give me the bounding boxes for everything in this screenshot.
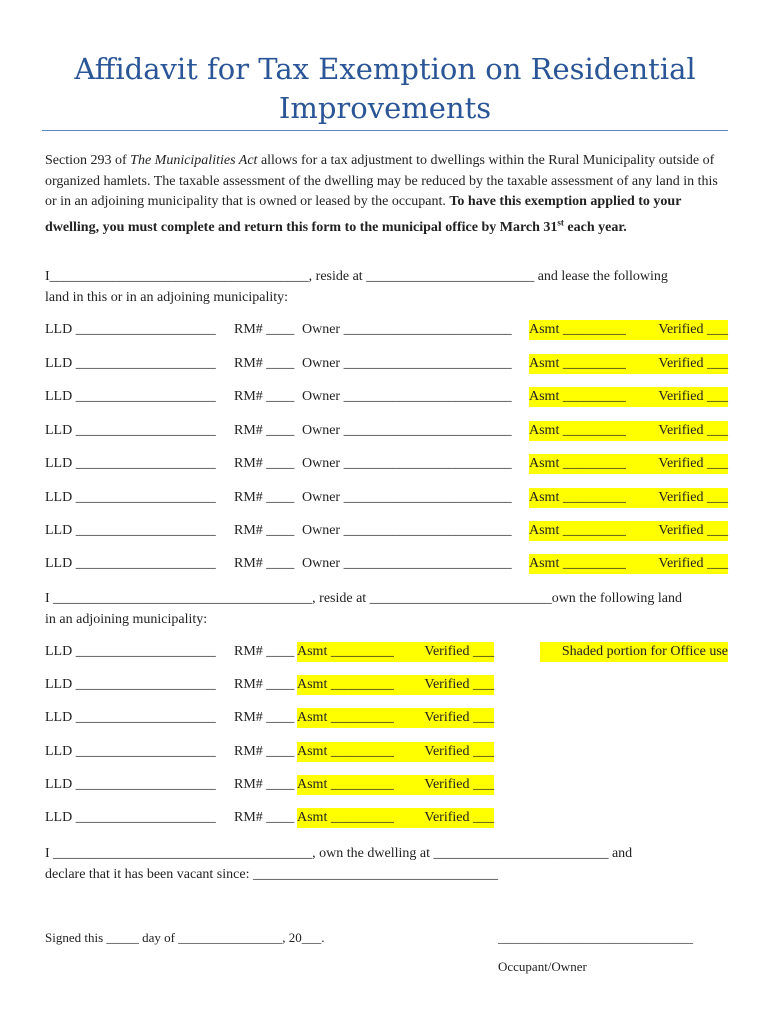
lease-declaration xyxy=(45,266,728,308)
leased-land-row xyxy=(45,354,728,374)
rm-field[interactable]: RM# ____ xyxy=(234,556,295,571)
rm-field[interactable]: RM# ____ xyxy=(234,644,295,659)
rm-field[interactable]: RM# ____ xyxy=(234,322,295,337)
verified-field[interactable]: Verified ___ xyxy=(413,675,494,695)
verified-field[interactable]: Verified ___ xyxy=(413,775,494,795)
lease-declaration-line2: land in this or in an adjoining municipality: xyxy=(45,290,289,305)
vacant-declaration xyxy=(45,843,728,885)
verified-field[interactable]: Verified ___ xyxy=(645,554,728,574)
asmt-field[interactable]: Asmt _________ xyxy=(529,387,645,407)
owner-field[interactable]: Owner ________________________ xyxy=(302,322,512,337)
verified-field[interactable]: Verified ___ xyxy=(645,320,728,340)
asmt-field[interactable]: Asmt _________ xyxy=(529,521,645,541)
lld-field[interactable]: LLD ____________________ xyxy=(45,556,216,571)
leased-land-row xyxy=(45,488,728,508)
signed-date-line[interactable]: Signed this _____ day of ________________, 20___. xyxy=(45,930,325,945)
asmt-field[interactable]: Asmt _________ xyxy=(529,554,645,574)
rm-field[interactable]: RM# ____ xyxy=(234,490,295,505)
verified-field[interactable]: Verified ___ xyxy=(645,488,728,508)
vacant-declaration-line1[interactable]: I _____________________________________, own the dwelling at _________________________ and xyxy=(45,846,633,861)
lld-field[interactable]: LLD ____________________ xyxy=(45,644,216,659)
leased-land-row xyxy=(45,554,728,574)
verified-field[interactable]: Verified ___ xyxy=(645,354,728,374)
verified-field[interactable]: Verified ___ xyxy=(413,708,494,728)
own-declaration-line2: in an adjoining municipality: xyxy=(45,612,208,627)
rm-field[interactable]: RM# ____ xyxy=(234,523,295,538)
leased-land-row xyxy=(45,387,728,407)
asmt-field[interactable]: Asmt _________ xyxy=(297,775,413,795)
own-declaration xyxy=(45,588,728,630)
rm-field[interactable]: RM# ____ xyxy=(234,810,295,825)
page-title: Affidavit for Tax Exemption on Residential Improvements xyxy=(74,52,696,125)
signature-line[interactable]: ______________________________ xyxy=(498,930,693,945)
verified-field[interactable]: Verified ___ xyxy=(645,421,728,441)
lld-field[interactable]: LLD ____________________ xyxy=(45,710,216,725)
asmt-field[interactable]: Asmt _________ xyxy=(297,742,413,762)
leased-land-row xyxy=(45,521,728,541)
rm-field[interactable]: RM# ____ xyxy=(234,777,295,792)
lld-field[interactable]: LLD ____________________ xyxy=(45,777,216,792)
lld-field[interactable]: LLD ____________________ xyxy=(45,423,216,438)
signature-label: Occupant/Owner xyxy=(498,959,587,974)
owned-land-row xyxy=(45,808,728,828)
asmt-field[interactable]: Asmt _________ xyxy=(529,421,645,441)
asmt-field[interactable]: Asmt _________ xyxy=(529,488,645,508)
intro-paragraph: Section 293 of The Municipalities Act allows for a tax adjustment to dwellings within the Rural Municipality outside of organized hamlets. The taxable assessment of the dwelling may be reduced by the taxable assessment of any land in this or in an adjoining municipality that is owned or leased by the occupant. To have this exemption applied to your dwelling, you must complete and return this form to the municipal office by March 31st each year. xyxy=(45,153,718,236)
owner-field[interactable]: Owner ________________________ xyxy=(302,556,512,571)
asmt-field[interactable]: Asmt _________ xyxy=(297,675,413,695)
title-divider xyxy=(42,130,728,131)
owner-field[interactable]: Owner ________________________ xyxy=(302,523,512,538)
rm-field[interactable]: RM# ____ xyxy=(234,677,295,692)
owned-land-row xyxy=(45,742,728,762)
verified-field[interactable]: Verified ___ xyxy=(413,808,494,828)
vacant-declaration-line2[interactable]: declare that it has been vacant since: ___________________________________ xyxy=(45,867,498,882)
own-declaration-line1[interactable]: I _____________________________________, reside at __________________________own the following land xyxy=(45,591,682,606)
deadline-notice: To have this exemption applied to your dwelling, you must complete and return this form to the municipal office by March 31st each year. xyxy=(45,194,682,236)
lld-field[interactable]: LLD ____________________ xyxy=(45,810,216,825)
lld-field[interactable]: LLD ____________________ xyxy=(45,744,216,759)
rm-field[interactable]: RM# ____ xyxy=(234,744,295,759)
lld-field[interactable]: LLD ____________________ xyxy=(45,389,216,404)
asmt-field[interactable]: Asmt _________ xyxy=(529,454,645,474)
owner-field[interactable]: Owner ________________________ xyxy=(302,389,512,404)
asmt-field[interactable]: Asmt _________ xyxy=(529,320,645,340)
lld-field[interactable]: LLD ____________________ xyxy=(45,490,216,505)
owned-land-row xyxy=(45,675,728,695)
rm-field[interactable]: RM# ____ xyxy=(234,456,295,471)
verified-field[interactable]: Verified ___ xyxy=(645,454,728,474)
lld-field[interactable]: LLD ____________________ xyxy=(45,677,216,692)
lld-field[interactable]: LLD ____________________ xyxy=(45,456,216,471)
asmt-field[interactable]: Asmt _________ xyxy=(297,708,413,728)
rm-field[interactable]: RM# ____ xyxy=(234,423,295,438)
lld-field[interactable]: LLD ____________________ xyxy=(45,356,216,371)
rm-field[interactable]: RM# ____ xyxy=(234,356,295,371)
lld-field[interactable]: LLD ____________________ xyxy=(45,322,216,337)
rm-field[interactable]: RM# ____ xyxy=(234,389,295,404)
owned-land-row xyxy=(45,775,728,795)
verified-field[interactable]: Verified ___ xyxy=(645,387,728,407)
rm-field[interactable]: RM# ____ xyxy=(234,710,295,725)
office-use-note: Shaded portion for Office use xyxy=(540,642,728,662)
verified-field[interactable]: Verified ___ xyxy=(413,742,494,762)
verified-field[interactable]: Verified ___ xyxy=(645,521,728,541)
verified-field[interactable]: Verified ___ xyxy=(413,642,494,662)
lease-declaration-line1[interactable]: I_____________________________________, reside at ________________________ and lease the following xyxy=(45,269,668,284)
asmt-field[interactable]: Asmt _________ xyxy=(297,808,413,828)
act-name: The Municipalities Act xyxy=(130,153,258,168)
owned-land-row xyxy=(45,708,728,728)
leased-land-row xyxy=(45,454,728,474)
asmt-field[interactable]: Asmt _________ xyxy=(297,642,413,662)
asmt-field[interactable]: Asmt _________ xyxy=(529,354,645,374)
owner-field[interactable]: Owner ________________________ xyxy=(302,423,512,438)
owned-land-row xyxy=(45,642,728,662)
owner-field[interactable]: Owner ________________________ xyxy=(302,490,512,505)
owner-field[interactable]: Owner ________________________ xyxy=(302,456,512,471)
lld-field[interactable]: LLD ____________________ xyxy=(45,523,216,538)
leased-land-row xyxy=(45,421,728,441)
owner-field[interactable]: Owner ________________________ xyxy=(302,356,512,371)
leased-land-row xyxy=(45,320,728,340)
